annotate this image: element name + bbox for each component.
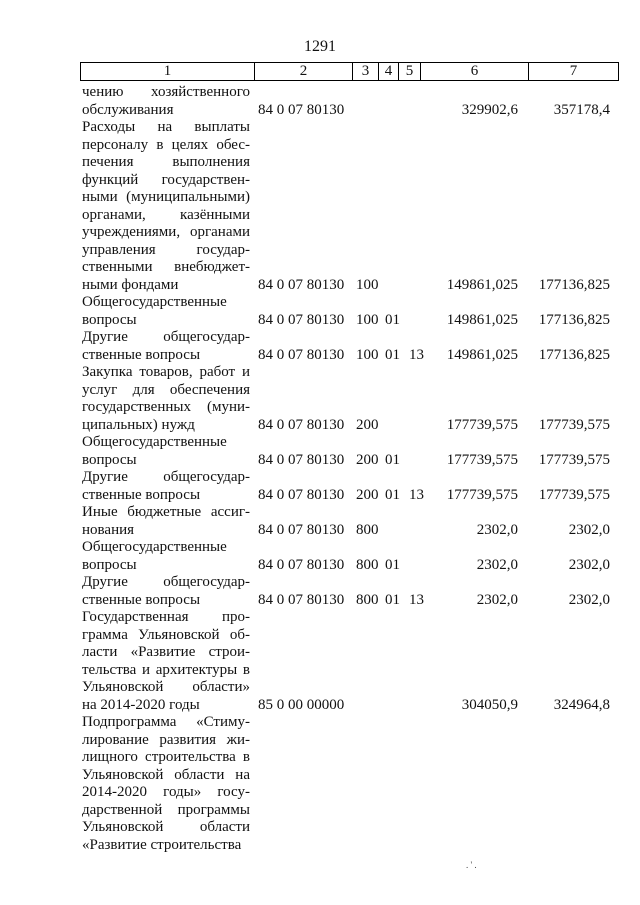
row-title-line: Закупка товаров, работ и	[82, 364, 250, 380]
cell-expense-type: 100	[356, 311, 379, 328]
row-title-line: функций государствен-	[82, 171, 250, 188]
row-title	[82, 329, 250, 364]
row-title	[82, 364, 250, 434]
row-title-line: Иные бюджетные ассиг-	[82, 504, 250, 520]
cell-amount-1: 2302,0	[476, 556, 518, 573]
cell-code: 84 0 07 80130	[258, 101, 345, 118]
cell-amount-2: 2302,0	[568, 556, 610, 573]
row-title-line: нования	[82, 521, 135, 538]
cell-expense-type: 800	[356, 556, 379, 573]
header-col-3: 3	[353, 63, 379, 80]
row-title-line: ными фондами	[82, 276, 179, 293]
row-title-line: Общегосударственные	[82, 294, 227, 310]
cell-expense-type: 200	[356, 451, 379, 468]
cell-amount-1: 149861,025	[446, 276, 518, 293]
table-header	[80, 62, 619, 81]
row-title-line: печения выполнения	[82, 154, 250, 170]
row-title-line: Другие общегосудар-	[82, 329, 250, 345]
cell-section: 01	[385, 311, 400, 328]
cell-amount-1: 177739,575	[446, 416, 518, 433]
cell-subsection: 13	[409, 486, 424, 503]
row-title-line: Расходы на выплаты	[82, 119, 250, 135]
cell-amount-2: 324964,8	[553, 696, 610, 713]
cell-amount-2: 2302,0	[568, 521, 610, 538]
row-title	[82, 574, 250, 609]
row-title-line: грамма Ульяновской об-	[82, 626, 250, 643]
cell-expense-type: 800	[356, 591, 379, 608]
cell-amount-2: 177739,575	[538, 451, 610, 468]
cell-code: 84 0 07 80130	[258, 311, 345, 328]
cell-amount-2: 177136,825	[538, 346, 610, 363]
page-number: 1291	[304, 38, 336, 55]
row-title	[82, 609, 250, 714]
row-title-line: чению хозяйственного	[82, 84, 250, 100]
cell-expense-type: 200	[356, 486, 379, 503]
cell-code: 84 0 07 80130	[258, 591, 345, 608]
row-title	[82, 504, 250, 539]
cell-amount-2: 357178,4	[553, 101, 610, 118]
cell-amount-1: 304050,9	[461, 696, 518, 713]
row-title-line: услуг для обеспечения	[82, 381, 250, 398]
cell-amount-2: 177136,825	[538, 311, 610, 328]
row-title-line: вопросы	[82, 451, 137, 468]
cell-amount-2: 177739,575	[538, 486, 610, 503]
row-title-line: Ульяновской области	[82, 819, 250, 835]
row-title-line: Общегосударственные	[82, 539, 227, 555]
cell-amount-1: 2302,0	[476, 591, 518, 608]
row-title-line: управления государ-	[82, 241, 250, 258]
cell-amount-2: 177739,575	[538, 416, 610, 433]
scan-specks: . ' .	[466, 860, 477, 870]
cell-code: 85 0 00 00000	[258, 696, 345, 713]
row-title-line: лирование развития жи-	[82, 731, 250, 748]
cell-section: 01	[385, 486, 400, 503]
row-title-line: Ульяновской области»	[82, 679, 250, 695]
cell-amount-1: 177739,575	[446, 451, 518, 468]
row-title-line: Другие общегосудар-	[82, 574, 250, 590]
header-col-5: 5	[399, 63, 421, 80]
row-title-line: Подпрограмма «Стиму-	[82, 714, 250, 730]
row-title-line: Государственная про-	[82, 609, 250, 625]
cell-amount-2: 2302,0	[568, 591, 610, 608]
row-title-line: учреждениями, органами	[82, 224, 250, 240]
row-title	[82, 714, 250, 854]
cell-code: 84 0 07 80130	[258, 521, 345, 538]
cell-section: 01	[385, 556, 400, 573]
cell-subsection: 13	[409, 346, 424, 363]
cell-code: 84 0 07 80130	[258, 346, 345, 363]
row-title-line: вопросы	[82, 311, 137, 328]
cell-amount-1: 149861,025	[446, 346, 518, 363]
row-title-line: ственные вопросы	[82, 486, 201, 503]
row-title-line: «Развитие строительства	[82, 836, 242, 853]
cell-code: 84 0 07 80130	[258, 486, 345, 503]
cell-amount-2: 177136,825	[538, 276, 610, 293]
cell-expense-type: 200	[356, 416, 379, 433]
row-title-line: ственные вопросы	[82, 591, 201, 608]
row-title	[82, 119, 250, 294]
cell-subsection: 13	[409, 591, 424, 608]
row-title-line: государственных (муни-	[82, 399, 250, 415]
row-title-line: Ульяновской области на	[82, 766, 250, 783]
cell-section: 01	[385, 591, 400, 608]
cell-section: 01	[385, 451, 400, 468]
row-title-line: вопросы	[82, 556, 137, 573]
row-title-line: ципальных) нужд	[82, 416, 195, 433]
header-col-4: 4	[379, 63, 399, 80]
row-title-line: органами, казёнными	[82, 206, 250, 223]
row-title-line: ными (муниципальными)	[82, 189, 250, 205]
cell-code: 84 0 07 80130	[258, 276, 345, 293]
cell-expense-type: 800	[356, 521, 379, 538]
cell-section: 01	[385, 346, 400, 363]
header-col-1: 1	[81, 63, 255, 80]
header-col-7: 7	[569, 63, 578, 79]
cell-code: 84 0 07 80130	[258, 451, 345, 468]
row-title-line: дарственной программы	[82, 801, 250, 818]
row-title-line: Другие общегосудар-	[82, 469, 250, 485]
row-title	[82, 539, 250, 574]
row-title-line: тельства и архитектуры в	[82, 661, 250, 678]
row-title-line: 2014-2020 годы» госу-	[82, 784, 250, 800]
row-title-line: обслуживания	[82, 101, 174, 118]
row-title	[82, 434, 250, 469]
row-title	[82, 469, 250, 504]
cell-amount-1: 329902,6	[461, 101, 518, 118]
header-col-6: 6	[421, 63, 529, 80]
row-title	[82, 84, 250, 119]
header-col-2: 2	[255, 63, 353, 80]
row-title	[82, 294, 250, 329]
row-title-line: на 2014-2020 годы	[82, 696, 200, 713]
cell-code: 84 0 07 80130	[258, 556, 345, 573]
cell-amount-1: 2302,0	[476, 521, 518, 538]
cell-code: 84 0 07 80130	[258, 416, 345, 433]
cell-amount-1: 177739,575	[446, 486, 518, 503]
cell-expense-type: 100	[356, 346, 379, 363]
row-title-line: ласти «Развитие строи-	[82, 644, 250, 660]
cell-amount-1: 149861,025	[446, 311, 518, 328]
cell-expense-type: 100	[356, 276, 379, 293]
row-title-line: персоналу в целях обес-	[82, 136, 250, 153]
row-title-line: лищного строительства в	[82, 749, 250, 765]
row-title-line: ственные вопросы	[82, 346, 201, 363]
row-title-line: Общегосударственные	[82, 434, 227, 450]
row-title-line: ственными внебюджет-	[82, 259, 250, 275]
